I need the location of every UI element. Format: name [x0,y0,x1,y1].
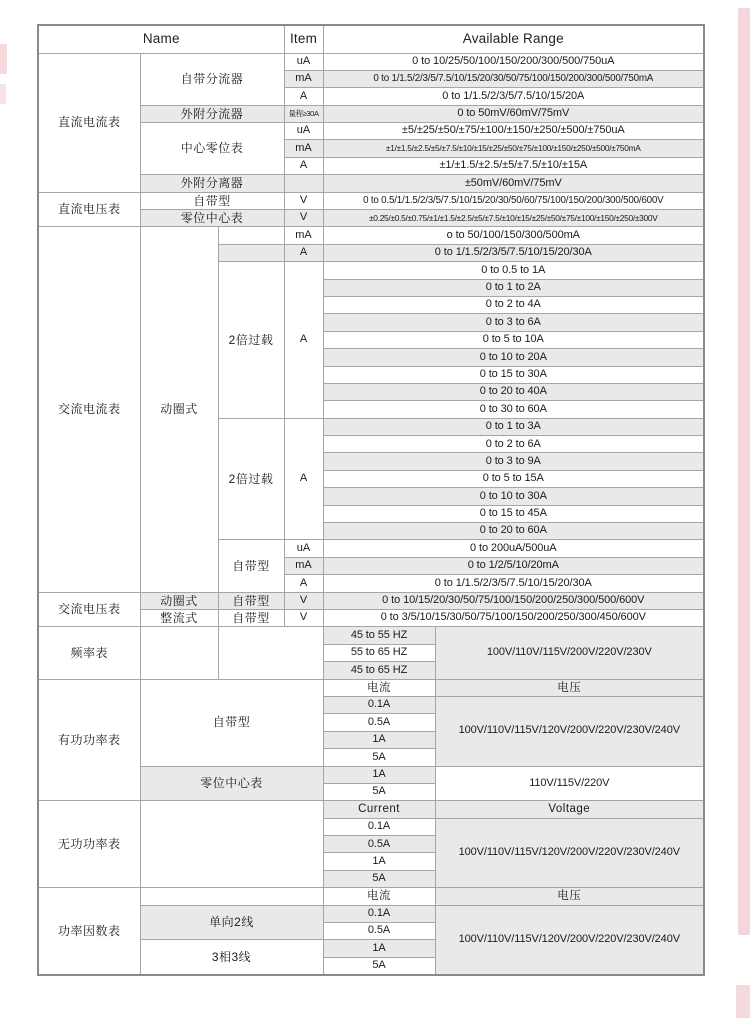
subgroup-built-in-shunt: 自带分流器 [140,53,284,105]
subgroup-moving-coil: 动圈式 [140,592,218,609]
current-cell: 1A [323,731,435,748]
range-cell: 0 to 1/1.5/2/3/5/7.5/10/15/20/30/50/75/100/150/200/300/500/750mA [323,70,704,87]
subgroup-ac-built-in: 自带型 [218,540,284,592]
item-cell: A [284,244,323,261]
subgroup-built-in-type: 自带型 [218,592,284,609]
range-cell: 0 to 1 to 3A [323,418,704,435]
subgroup-3phase-3wire: 3相3线 [140,940,323,975]
voltage-cell: 100V/110V/115V/200V/220V/230V [435,627,704,679]
empty-cell [140,801,323,888]
empty-cell [140,627,218,679]
voltage-header-cell: 电压 [435,679,704,696]
current-cell: 5A [323,870,435,887]
item-cell: V [284,210,323,227]
header-item: Item [284,25,323,53]
item-cell: uA [284,53,323,70]
group-power-factor-meter: 功率因数表 [38,888,140,975]
item-cell: A [284,418,323,540]
range-cell: 0 to 10 to 20A [323,349,704,366]
header-available-range: Available Range [323,25,704,53]
item-cell: A [284,262,323,419]
subgroup-single-phase-2wire: 单向2线 [140,905,323,940]
range-cell: 0 to 5 to 15A [323,470,704,487]
item-cell: uA [284,123,323,140]
current-cell: 5A [323,749,435,766]
current-header-cell: 电流 [323,888,435,905]
item-cell: V [284,192,323,209]
range-cell: 0 to 10/25/50/100/150/200/300/500/750uA [323,53,704,70]
range-cell: 0 to 50mV/60mV/75mV [323,105,704,122]
subgroup-moving-coil: 动圈式 [140,227,218,592]
page-edge-artifact [736,985,750,1018]
range-cell: ±5/±25/±50/±75/±100/±150/±250/±500/±750uA [323,123,704,140]
subgroup-built-in-type: 自带型 [218,610,284,627]
range-cell: 0 to 3/5/10/15/30/50/75/100/150/200/250/300/450/600V [323,610,704,627]
current-cell: 0.1A [323,818,435,835]
range-cell: 0 to 30 to 60A [323,401,704,418]
header-name: Name [38,25,284,53]
subgroup-overload-1: 2倍过载 [218,262,284,419]
range-cell: 0 to 0.5 to 1A [323,262,704,279]
range-cell: 0 to 15 to 30A [323,366,704,383]
voltage-cell: 100V/110V/115V/120V/200V/220V/230V/240V [435,818,704,888]
group-ac-voltmeter: 交流电压表 [38,592,140,627]
current-header-cell: 电流 [323,679,435,696]
page-edge-artifact [0,44,7,74]
empty-cell [218,227,284,244]
range-cell: 0 to 3 to 9A [323,453,704,470]
range-cell: 0 to 1/1.5/2/3/5/7.5/10/15/20/30A [323,244,704,261]
subgroup-zero-center: 零位中心表 [140,766,323,801]
current-cell: 1A [323,766,435,783]
spec-table [37,24,705,976]
page-edge-artifact [0,84,6,104]
range-cell: ±1/±1.5/±2.5/±5/±7.5/±10/±15A [323,157,704,174]
current-cell: 1A [323,940,435,957]
hz-range-cell: 45 to 65 HZ [323,662,435,679]
voltage-cell: 110V/115V/220V [435,766,704,801]
range-cell: 0 to 2 to 6A [323,436,704,453]
empty-cell [140,888,323,905]
subgroup-zero-center: 零位中心表 [140,210,284,227]
item-cell: mA [284,140,323,157]
current-cell: 0.5A [323,923,435,940]
range-cell: 0 to 1/2/5/10/20mA [323,557,704,574]
range-cell: 0 to 0.5/1/1.5/2/3/5/7.5/10/15/20/30/50/60/75/100/150/200/300/500/600V [323,192,704,209]
subgroup-external-splitter: 外附分离器 [140,175,284,192]
group-frequency-meter: 频率表 [38,627,140,679]
header-row [38,25,704,53]
range-cell: 0 to 20 to 40A [323,383,704,400]
subgroup-external-shunt: 外附分流器 [140,105,284,122]
voltage-cell: 100V/110V/115V/120V/200V/220V/230V/240V [435,905,704,975]
item-cell: A [284,575,323,592]
voltage-cell: 100V/110V/115V/120V/200V/220V/230V/240V [435,696,704,766]
range-cell: ±1/±1.5/±2.5/±5/±7.5/±10/±15/±25/±50/±75/±100/±150/±250/±500/±750mA [323,140,704,157]
group-dc-ammeter: 直流电流表 [38,53,140,192]
range-cell: 0 to 10/15/20/30/50/75/100/150/200/250/300/500/600V [323,592,704,609]
current-cell: 0.1A [323,696,435,713]
range-cell: 0 to 10 to 30A [323,488,704,505]
item-cell: A [284,157,323,174]
group-active-power-meter: 有功功率表 [38,679,140,801]
subgroup-rectifier-type: 整流式 [140,610,218,627]
item-cell: 量程≥30A [284,105,323,122]
range-cell: o to 50/100/150/300/500mA [323,227,704,244]
hz-range-cell: 55 to 65 HZ [323,644,435,661]
empty-cell [218,627,323,679]
current-cell: 0.5A [323,714,435,731]
voltage-header-cell: 电压 [435,888,704,905]
range-cell: 0 to 1/1.5/2/3/5/7.5/10/15/20/30A [323,575,704,592]
current-cell: 5A [323,957,435,974]
range-cell: 0 to 2 to 4A [323,296,704,313]
range-cell: 0 to 1 to 2A [323,279,704,296]
subgroup-built-in-type: 自带型 [140,679,323,766]
current-cell: 5A [323,783,435,800]
item-cell: uA [284,540,323,557]
empty-cell [218,244,284,261]
range-cell: 0 to 5 to 10A [323,331,704,348]
empty-item-cell [284,175,323,192]
range-cell: 0 to 15 to 45A [323,505,704,522]
item-cell: mA [284,557,323,574]
subgroup-overload-2: 2倍过载 [218,418,284,540]
range-cell: 0 to 1/1.5/2/3/5/7.5/10/15/20A [323,88,704,105]
item-cell: mA [284,227,323,244]
page-edge-artifact [738,8,750,935]
item-cell: V [284,592,323,609]
range-cell: ±50mV/60mV/75mV [323,175,704,192]
item-cell: A [284,88,323,105]
hz-range-cell: 45 to 55 HZ [323,627,435,644]
group-reactive-power-meter: 无功功率表 [38,801,140,888]
subgroup-built-in-type: 自带型 [140,192,284,209]
range-cell: 0 to 3 to 6A [323,314,704,331]
group-ac-ammeter: 交流电流表 [38,227,140,592]
current-cell: 1A [323,853,435,870]
item-cell: mA [284,70,323,87]
current-cell: 0.5A [323,836,435,853]
item-cell: V [284,610,323,627]
voltage-header-cell: Voltage [435,801,704,818]
current-cell: 0.1A [323,905,435,922]
range-cell: 0 to 20 to 60A [323,523,704,540]
range-cell: 0 to 200uA/500uA [323,540,704,557]
subgroup-center-zero: 中心零位表 [140,123,284,175]
range-cell: ±0.25/±0.5/±0.75/±1/±1.5/±2.5/±5/±7.5/±10/±15/±25/±50/±75/±100/±150/±250/±300V [323,210,704,227]
current-header-cell: Current [323,801,435,818]
group-dc-voltmeter: 直流电压表 [38,192,140,227]
spec-table-container [37,24,705,976]
